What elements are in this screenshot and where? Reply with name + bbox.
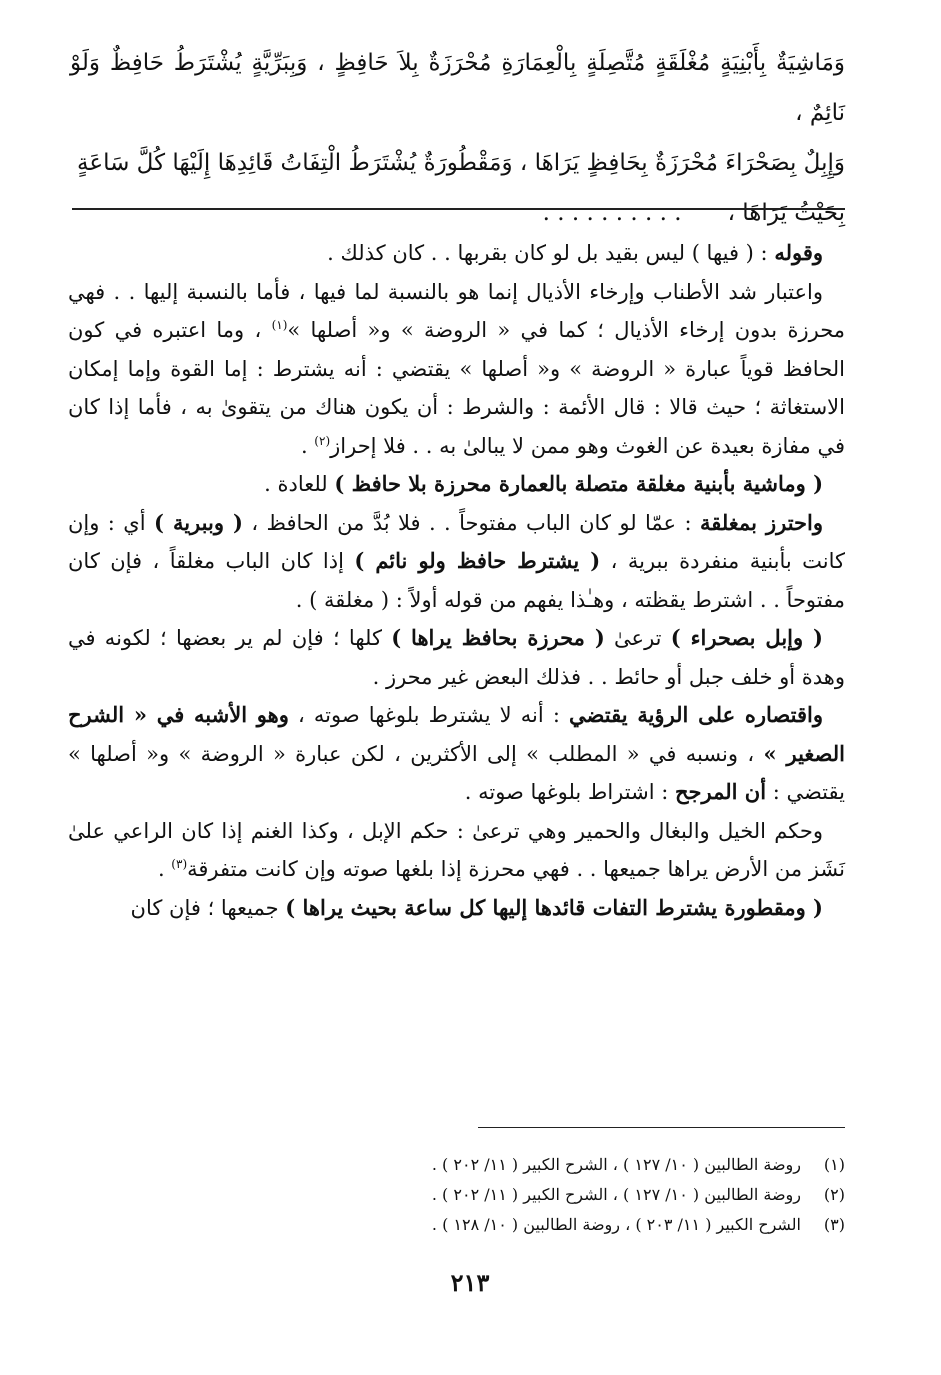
matn-line (70, 188, 845, 238)
footnote-number: (١) (823, 1155, 845, 1174)
paragraph-text: : ( فيها ) ليس بقيد بل لو كان بقربها . . كان كذلك . (327, 241, 775, 265)
paragraph-text: : اشتراط بلوغها صوته . (464, 780, 675, 804)
footnote-text: روضة الطالبين ( ١٠/ ١٢٧ ) ، الشرح الكبير ( ١١/ ٢٠٢ ) . (431, 1155, 801, 1174)
footnote (300, 1180, 845, 1210)
commentary-paragraph (68, 504, 845, 620)
bold-phrase: واقتصاره على الرؤية يقتضي (569, 702, 823, 727)
paragraph-text: وحكم الخيل والبغال والحمير وهي ترعىٰ : حكم الإبل ، وكذا الغنم إذا كان الراعي علىٰ نَشَز من الأرض يراها جميعها . . فهي محرزة إذا بلغها صوته وإن كانت متفرقة (68, 818, 845, 881)
paragraph-text: إذا كان الباب مغلقاً ، فإن كان مفتوحاً . . اشترط يقظته ، وهـٰذا يفهم من قوله أولاً : ( مغلقة ) . (68, 549, 845, 612)
paragraph-text: جميعها ؛ فإن كان (130, 895, 286, 920)
matn-separator-rule (72, 208, 845, 210)
matn-line: وَإِبِلٌ بِصَحْرَاءَ مُحْرَزَةٌ بِحَافِظٍ يَرَاهَا ، وَمَقْطُورَةٌ يُشْتَرَطُ الْتِفَاتُ قَائِدِهَا إِلَيْهَا كُلَّ سَاعَةٍ (77, 150, 845, 176)
commentary-paragraph (68, 465, 845, 504)
page-number: ٢١٣ (450, 1268, 490, 1297)
footnote (300, 1150, 845, 1180)
bold-phrase: ( يشترط حافظ ولو نائم ) (354, 548, 601, 573)
paragraph-text: ، وما اعتبره في كون الحافظ قوياً عبارة « الروضة » و« أصلها » يقتضي : أنه يشترط : إما القوة وإما إمكان الاستغاثة ؛ حيث قالا : قال الأئمة : والشرط : أن يكون هناك من يتقوىٰ به ، فأما إذا كان في مفازة بعيدة عن الغوث وهو ممن لا يبالىٰ به . . فلا إحراز (68, 318, 845, 458)
paragraph-text: ، ونسبه في « المطلب » إلى الأكثرين ، لكن عبارة « الروضة » و« أصلها » يقتضي : (68, 741, 845, 804)
footnote-number: (٢) (823, 1185, 845, 1204)
paragraph-text: كلها ؛ فإن لم ير بعضها ؛ لكونه في وهدة أو خلف جبل أو حائط . . فذلك البعض غير محرز . (68, 626, 845, 689)
matn-ellipsis-dots: . . . . . . . . . . (542, 200, 682, 226)
bold-phrase: وهو الأشبه في « الشرح الصغير » (68, 702, 846, 766)
commentary-paragraph (68, 273, 845, 466)
footnote-ref[interactable]: (١) (271, 318, 288, 332)
bold-phrase: أن المرجح (674, 779, 767, 804)
commentary-text-block (68, 234, 845, 927)
bold-phrase: ( ومقطورة يشترط التفات قائدها إليها كل ساعة بحيث يراها ) (285, 894, 823, 920)
matn-line-text: بِحَيْثُ يَرَاهَا ، (727, 200, 845, 226)
footnote-ref[interactable]: (٣) (171, 857, 188, 871)
bold-phrase: واحترز بمغلقة (699, 509, 823, 535)
footnote-text: الشرح الكبير ( ١١/ ٢٠٣ ) ، روضة الطالبين ( ١٠/ ١٢٨ ) . (431, 1215, 801, 1234)
bold-phrase: ( محرزة بحافظ يراها ) (391, 625, 605, 650)
footnote-separator-rule (478, 1127, 845, 1128)
paragraph-text: أي : وإن كانت بأبنية منفردة ببرية ، (68, 510, 845, 573)
paragraph-text: للعادة . (264, 472, 335, 496)
paragraph-text: . (157, 857, 172, 881)
footnote-ref[interactable]: (٢) (314, 433, 331, 448)
bold-phrase: وقوله (774, 240, 823, 265)
footnote-text: روضة الطالبين ( ١٠/ ١٢٧ ) ، الشرح الكبير ( ١١/ ٢٠٢ ) . (431, 1185, 801, 1204)
footnote (300, 1210, 845, 1240)
footnote-number: (٣) (823, 1215, 845, 1234)
paragraph-text: : أنه لا يشترط بلوغها صوته ، (288, 703, 570, 727)
bold-phrase: ( وإبل بصحراء ) (670, 625, 823, 650)
bold-phrase: ( وماشية بأبنية مغلقة متصلة بالعمارة محرزة بلا حافظ ) (334, 471, 823, 496)
commentary-paragraph (68, 889, 845, 928)
footnotes (300, 1150, 845, 1240)
commentary-paragraph (68, 234, 845, 273)
commentary-paragraph (68, 696, 845, 812)
paragraph-text: : عمّا لو كان الباب مفتوحاً . . فلا بُدَّ من الحافظ ، (242, 510, 700, 535)
bold-phrase: ( وببرية ) (153, 509, 243, 535)
commentary-paragraph (68, 619, 845, 696)
paragraph-text: . (300, 433, 315, 458)
matn-line: وَمَاشِيَةٌ بِأَبْنِيَةٍ مُغْلَقَةٍ مُتَّصِلَةٍ بِالْعِمَارَةِ مُحْرَزَةٌ بِلاَ حَافِظٍ ، وَبِبَرِّيَّةٍ يُشْتَرَطُ حَافِظٌ وَلَوْ نَائِمٌ ، (70, 50, 845, 126)
paragraph-text: ترعىٰ (604, 626, 671, 650)
commentary-paragraph (68, 812, 845, 889)
paragraph-text: واعتبار شد الأطناب وإرخاء الأذيال إنما هو بالنسبة لما فيها ، فأما بالنسبة إليها . . فهي محرزة بدون إرخاء الأذيال ؛ كما في « الروضة » و« أصلها » (68, 279, 845, 342)
